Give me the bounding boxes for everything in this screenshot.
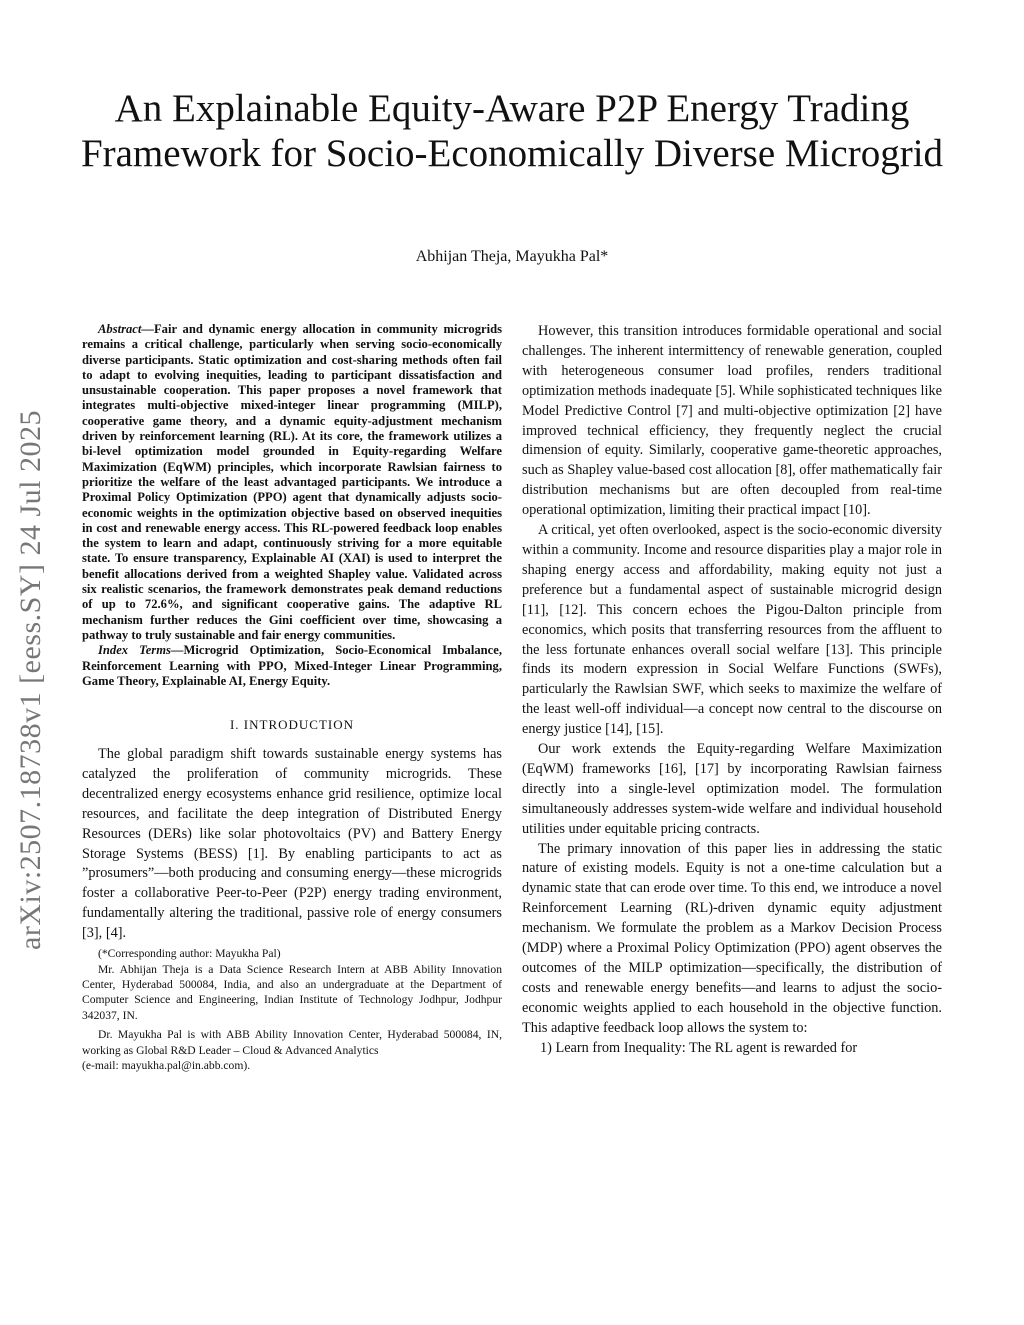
arxiv-stamp [12, 360, 50, 1000]
right-paragraph-2: A critical, yet often overlooked, aspect is the socio-economic diversity within a community. Income and resource disparities play a major role in shaping energy access and affordability, making equity not just a preference but a fundamental aspect of sustainable microgrid design [11], [12]. This concern echoes the Pigou-Dalton principle from economics, which posits that transferring resources from the affluent to the less fortunate enhances overall social welfare [13]. This principle finds its modern expression in Social Welfare Functions (SWFs), particularly the Rawlsian SWF, which seeks to maximize the welfare of the least well-off individual—a concept now central to the discourse on energy justice [14], [15]. [522, 522, 942, 738]
abstract [82, 322, 502, 643]
arxiv-id: arXiv:2507.18738v1 [eess.SY] 24 Jul 2025 [14, 410, 47, 950]
left-column [82, 322, 502, 1073]
footnote-author2: Dr. Mayukha Pal is with ABB Ability Innovation Center, Hyderabad 500084, IN, working as Global R&D Leader – Cloud & Advanced Analytics [82, 1028, 502, 1057]
right-paragraph-1: However, this transition introduces formidable operational and social challenges. The inherent intermittency of renewable generation, coupled with heterogeneous consumer load profiles, renders traditional optimization methods inadequate [5]. While sophisticated techniques like Model Predictive Control [7] and multi-objective optimization [2] have improved technical efficiency, they frequently neglect the crucial dimension of equity. Similarly, cooperative game-theoretic approaches, such as Shapley value-based cost allocation [8], offer mathematically fair distribution mechanisms but are often decoupled from real-time operational optimization, limiting their practical impact [10]. [522, 323, 942, 519]
paper-title: An Explainable Equity-Aware P2P Energy Trading Framework for Socio-Economically Diverse Microgrid [80, 87, 944, 175]
intro-paragraph-1: The global paradigm shift towards sustainable energy systems has catalyzed the proliferation of community microgrids. These decentralized energy ecosystems enhance grid resilience, optimize local resources, and facilitate the deep integration of Distributed Energy Resources (DERs) like solar photovoltaics (PV) and Battery Energy Storage Systems (BESS) [1]. By enabling participants to act as ”prosumers”—both producing and consuming energy—these microgrids foster a collaborative Peer-to-Peer (P2P) energy trading environment, fundamentally altering the traditional, passive role of energy consumers [3], [4]. [82, 746, 502, 942]
right-paragraph-4: The primary innovation of this paper lies in addressing the static nature of existing models. Equity is not a one-time calculation but a dynamic state that can erode over time. To this end, we introduce a novel Reinforcement Learning (RL)-driven dynamic equity adjustment mechanism. We formulate the problem as a Markov Decision Process (MDP) where a Proximal Policy Optimization (PPO) agent observes the outcomes of the MILP optimization—specifically, the distribution of costs and renewable energy benefits—and learns to adjust the socio-economic weights applied to each household in the objective function. This adaptive feedback loop allows the system to: [522, 840, 942, 1036]
index-terms-lead: Index Terms— [98, 643, 184, 658]
index-terms [82, 643, 502, 689]
footnote-author1: Mr. Abhijan Theja is a Data Science Research Intern at ABB Ability Innovation Center, Hyderabad 500084, India, and also an undergraduate at the Department of Computer Science and Engineering, Indian Institute of Technology Jodhpur, Jodhpur 342037, IN. [82, 962, 502, 1022]
section-heading-introduction: I. INTRODUCTION [229, 717, 355, 733]
footnotes [82, 946, 502, 1073]
list-item-1: 1) Learn from Inequality: The RL agent is rewarded for [540, 1039, 858, 1056]
index-terms-text: Microgrid Optimization, Socio-Economical Imbalance, Reinforcement Learning with PPO, Mixed-Integer Linear Programming, Game Theory, Explainable AI, Energy Equity. [82, 643, 502, 688]
footnote-email: (e-mail: mayukha.pal@in.abb.com). [82, 1058, 251, 1072]
right-column [522, 322, 942, 1059]
footnote-corresponding: (*Corresponding author: Mayukha Pal) [98, 947, 281, 961]
right-paragraph-3: Our work extends the Equity-regarding Welfare Maximization (EqWM) frameworks [16], [17] by incorporating Rawlsian fairness directly into a single-level optimization model. The formulation simultaneously addresses system-wide welfare and individual household utilities under equitable pricing contracts. [522, 741, 942, 837]
abstract-lead: Abstract— [98, 322, 154, 336]
paper-authors: Abhijan Theja, Mayukha Pal* [415, 248, 609, 265]
abstract-text: Fair and dynamic energy allocation in community microgrids remains a critical challenge, particularly when serving socio-economically diverse participants. Static optimization and cost-sharing methods often fail to adapt to evolving inequities, leading to participant dissatisfaction and unsustainable cooperation. This paper proposes a novel framework that integrates multi-objective mixed-integer linear programming (MILP), cooperative game theory, and a dynamic equity-adjustment mechanism driven by reinforcement learning (RL). At its core, the framework utilizes a bi-level optimization model grounded in Equity-regarding Welfare Maximization (EqWM) principles, which incorporate Rawlsian fairness to prioritize the welfare of the least advantaged participants. We introduce a Proximal Policy Optimization (PPO) agent that dynamically adjusts socio-economic weights in the optimization objective based on observed inequities in cost and renewable energy access. This RL-powered feedback loop enables the system to learn and adapt, continuously striving for a more equitable state. To ensure transparency, Explainable AI (XAI) is used to interpret the benefit allocations derived from a weighted Shapley value. Validated across six realistic scenarios, the framework demonstrates peak demand reductions of up to 72.6%, and significant cooperative gains. The adaptive RL mechanism further reduces the Gini coefficient over time, showcasing a pathway to truly sustainable and fair energy communities. [82, 322, 502, 642]
